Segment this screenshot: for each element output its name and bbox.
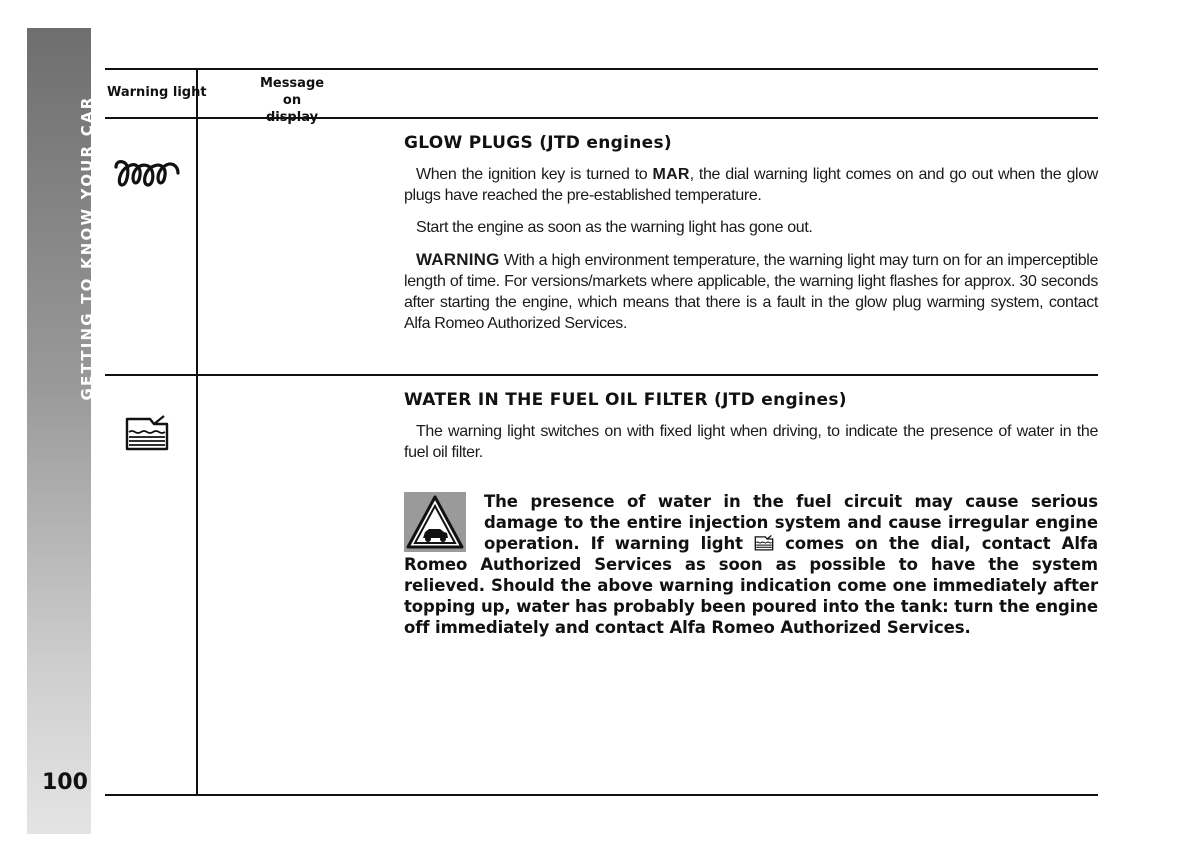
chapter-side-tab [27,28,96,834]
water-in-fuel-icon [124,413,170,451]
header-bottom-rule [105,117,1098,119]
warning-label: WARNING [416,250,500,269]
glow-plugs-paragraph-2: Start the engine as soon as the warning light has gone out. [416,219,813,236]
warning-triangle-car-icon [404,492,466,552]
text-run: , the dial warning light comes on and go out when the glow plugs have reached the pre-established temperature. [404,166,1098,204]
text-run: comes on the dial, contact Alfa Romeo Authorized Services as soon as possible to have the system relieved. Should the above warning indication come one immediately after topping up, water has probably been poured into the tank: turn the engine off immediately and contact Alfa Romeo Authorized Services. [404,534,1098,637]
water-in-fuel-inline-icon [754,534,774,551]
table-bottom-rule [105,794,1098,796]
glow-plugs-paragraph-1 [404,164,1098,206]
key-position-mar: MAR [652,166,690,183]
water-in-fuel-heading: WATER IN THE FUEL OIL FILTER (JTD engines) [404,390,847,410]
chapter-title: GETTING TO KNOW YOUR CAR [78,95,96,401]
column-divider [196,68,198,796]
page-number: 100 [42,770,88,795]
column-header-message-line1: Message [259,76,325,91]
table-top-rule [105,68,1098,70]
glow-plugs-warning-paragraph [404,249,1098,334]
glow-plugs-section [404,133,1098,345]
column-header-message-line2: on display [265,93,319,125]
row-divider-rule [105,374,1098,376]
glow-plugs-heading: GLOW PLUGS (JTD engines) [404,133,672,153]
text-run: With a high environment temperature, the warning light may turn on for an imperceptible length of time. For versions/markets where applicable, the warning light flashes for approx. 30 seconds after starting the engine, which means that there is a fault in the glow plug warming system, contact Alfa Romeo Authorized Services. [404,252,1098,332]
glow-plug-icon [114,158,180,190]
water-in-fuel-warning [404,491,1098,638]
water-in-fuel-paragraph: The warning light switches on with fixed light when driving, to indicate the presence of water in the fuel oil filter. [404,423,1098,461]
column-header-warning-light: Warning light [107,85,207,100]
column-header-message [257,75,327,126]
water-in-fuel-section [404,390,1098,638]
text-run: The presence of water in the fuel circuit may cause serious damage to the entire injection system and cause irregular engine operation. If warning light [484,492,1098,553]
text-run: When the ignition key is turned to [416,166,653,183]
